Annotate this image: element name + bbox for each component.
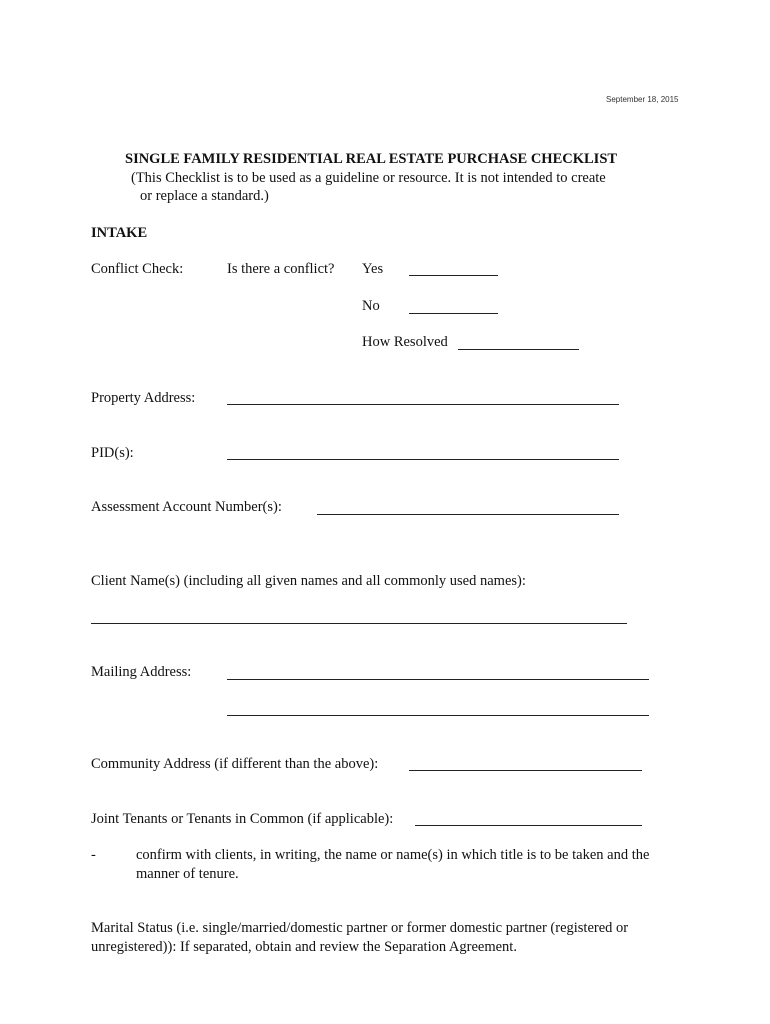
bullet-text-line1: confirm with clients, in writing, the name or name(s) in which title is to be taken and the <box>136 847 650 863</box>
bullet-marker: - <box>91 847 96 863</box>
how-resolved-label: How Resolved <box>362 334 448 350</box>
marital-status-line1: Marital Status (i.e. single/married/domestic partner or former domestic partner (registered or <box>91 920 629 936</box>
tenancy-field[interactable] <box>415 825 642 826</box>
community-address-field[interactable] <box>409 770 642 771</box>
document-date: September 18, 2015 <box>606 95 679 104</box>
mailing-address-field-line1[interactable] <box>227 679 649 680</box>
how-resolved-field[interactable] <box>458 349 579 350</box>
community-address-label: Community Address (if different than the above): <box>91 756 379 772</box>
client-names-field[interactable] <box>91 623 627 624</box>
mailing-address-field-line2[interactable] <box>227 715 649 716</box>
document-title: SINGLE FAMILY RESIDENTIAL REAL ESTATE PURCHASE CHECKLIST <box>125 151 618 167</box>
pids-label: PID(s): <box>91 445 134 461</box>
bullet-text-line2: manner of tenure. <box>136 866 239 882</box>
assessment-account-field[interactable] <box>317 514 619 515</box>
document-subtitle-line2: or replace a standard.) <box>140 188 269 204</box>
conflict-yes-field[interactable] <box>409 275 498 276</box>
assessment-account-label: Assessment Account Number(s): <box>91 499 282 515</box>
conflict-no-field[interactable] <box>409 313 498 314</box>
pids-field[interactable] <box>227 459 619 460</box>
client-names-label: Client Name(s) (including all given names and all commonly used names): <box>91 573 526 589</box>
property-address-field[interactable] <box>227 404 619 405</box>
conflict-yes-label: Yes <box>362 261 384 277</box>
conflict-question: Is there a conflict? <box>227 261 335 277</box>
marital-status-line2: unregistered)): If separated, obtain and review the Separation Agreement. <box>91 939 517 955</box>
conflict-no-label: No <box>362 298 380 314</box>
conflict-check-label: Conflict Check: <box>91 261 184 277</box>
mailing-address-label: Mailing Address: <box>91 664 192 680</box>
section-heading-intake: INTAKE <box>91 225 148 241</box>
tenancy-label: Joint Tenants or Tenants in Common (if applicable): <box>91 811 394 827</box>
property-address-label: Property Address: <box>91 390 196 406</box>
document-subtitle-line1: (This Checklist is to be used as a guideline or resource. It is not intended to create <box>131 170 606 186</box>
